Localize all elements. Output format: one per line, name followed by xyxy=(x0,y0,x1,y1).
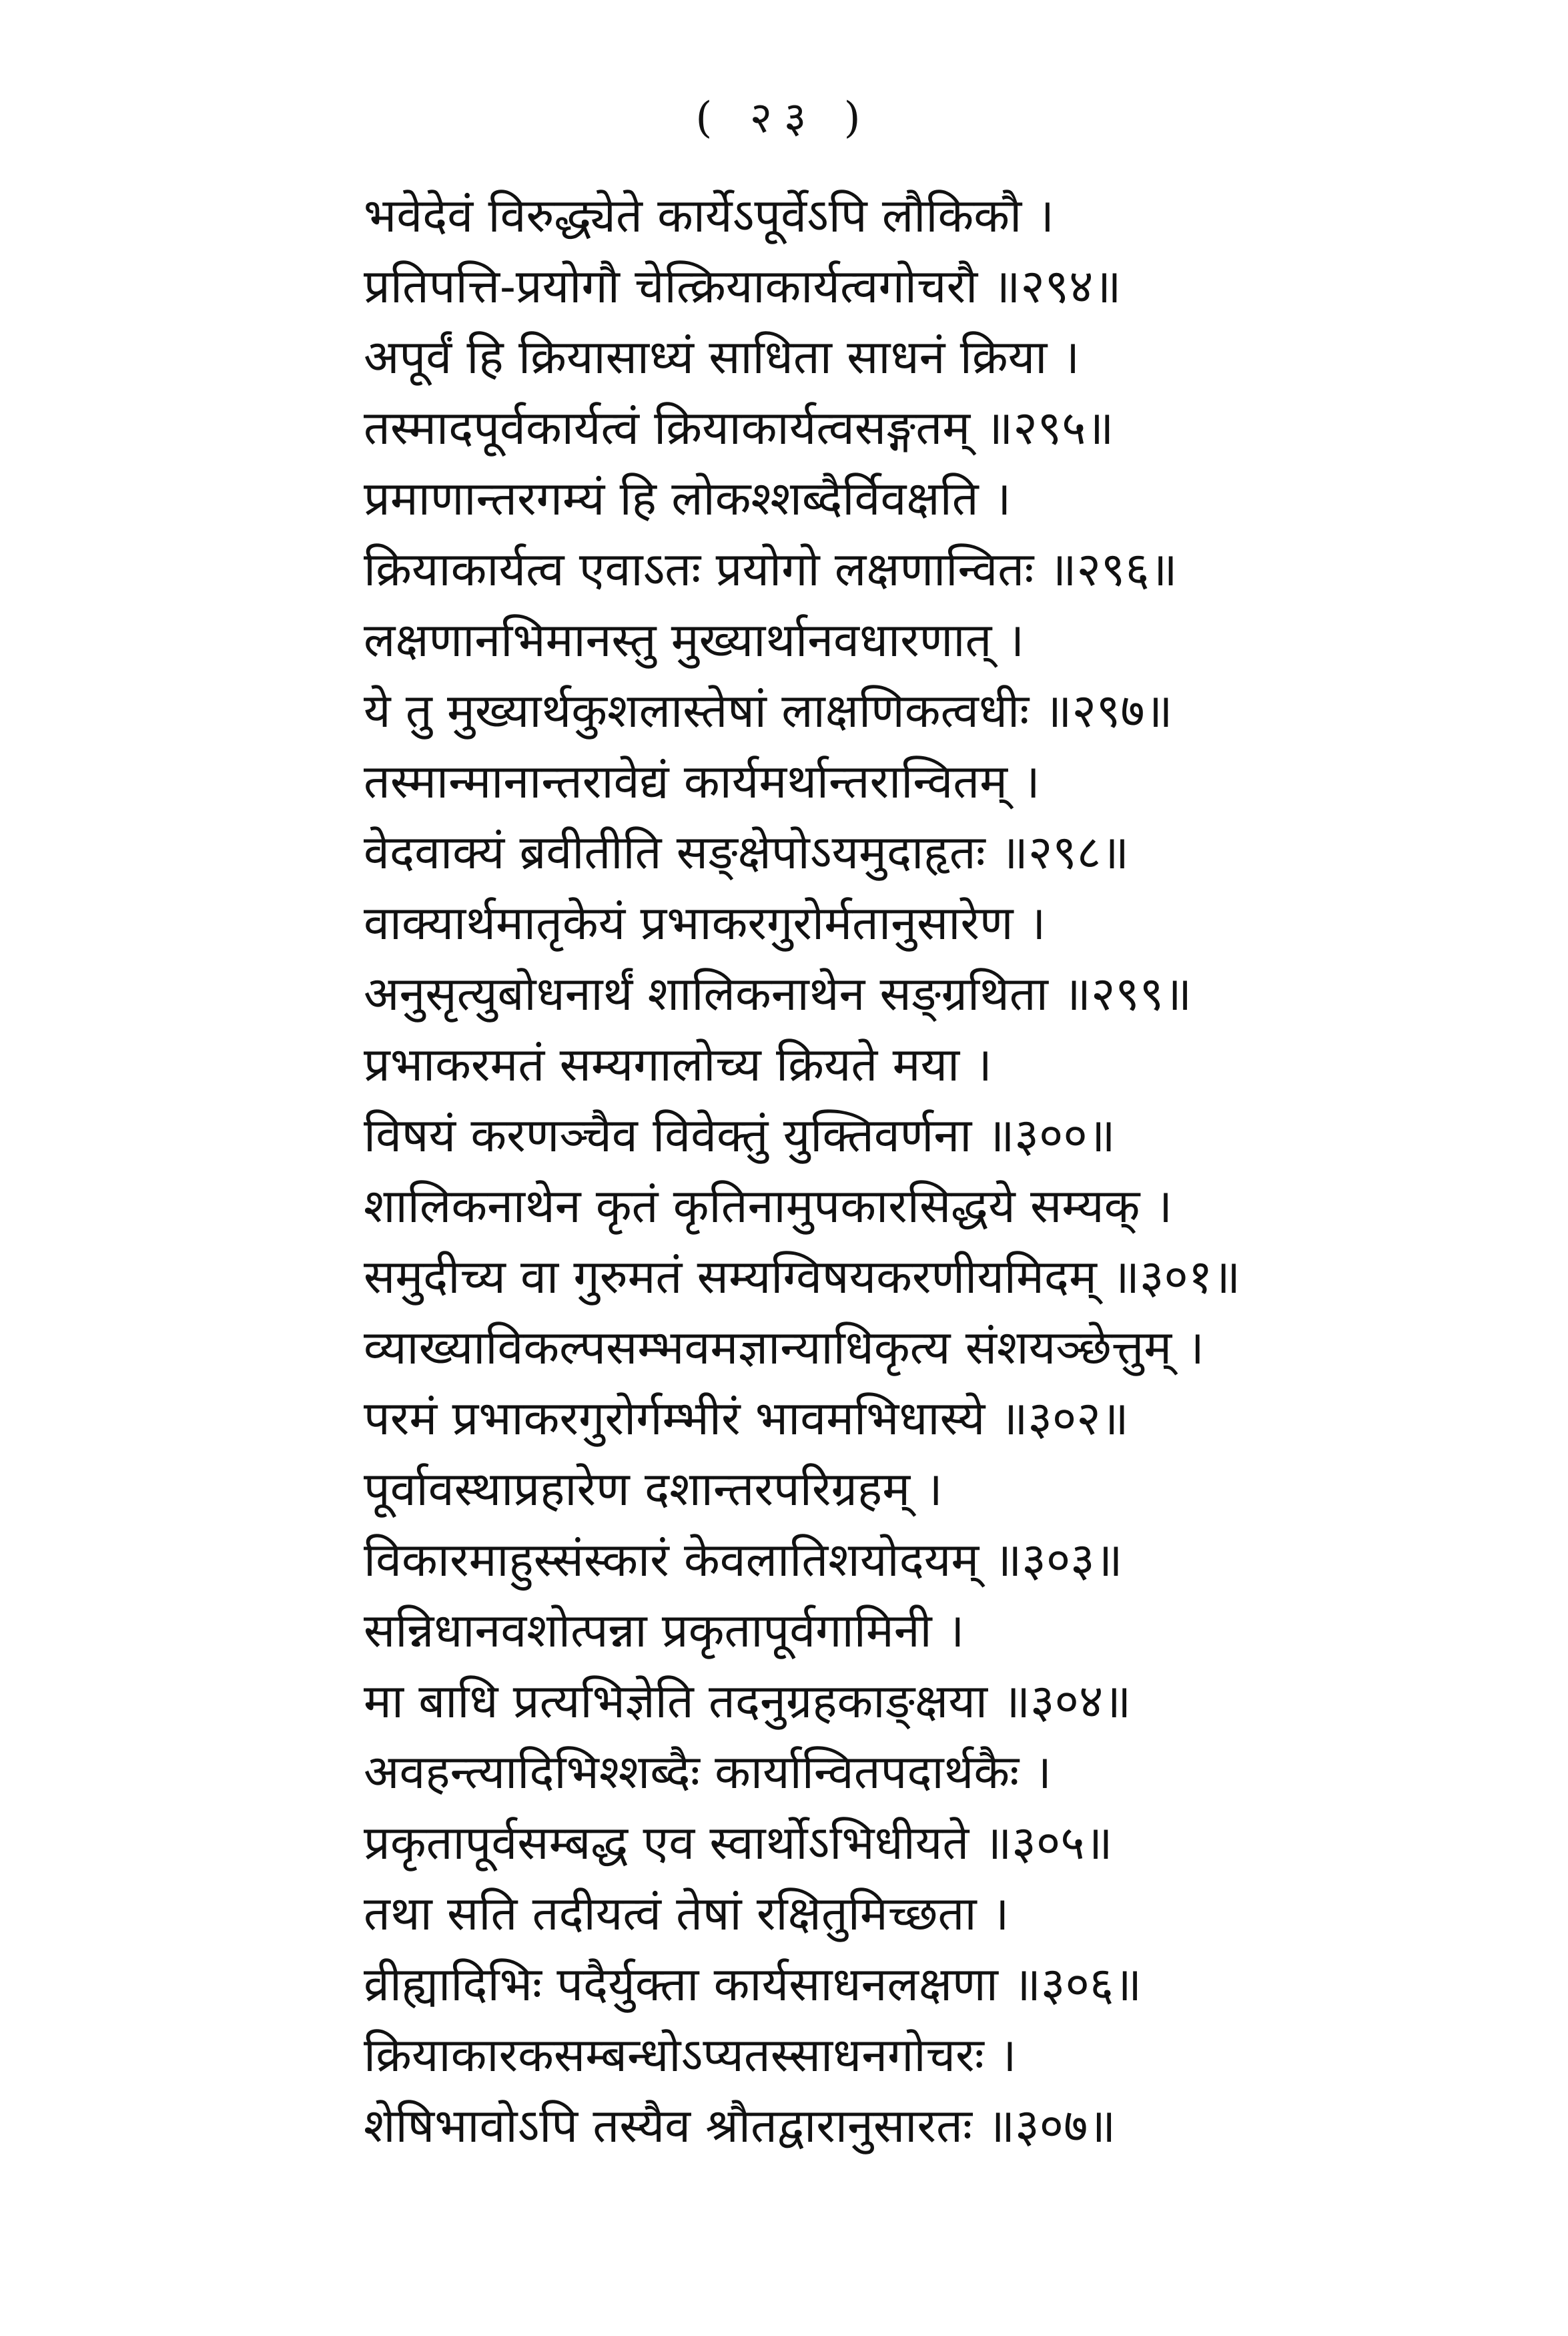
verse-line: वाक्यार्थमातृकेयं प्रभाकरगुरोर्मतानुसारेण । xyxy=(364,896,1046,950)
verse-line: विषयं करणञ्चैव विवेक्तुं युक्तिवर्णना ॥३००॥ xyxy=(364,1108,1116,1163)
verse-line: पूर्वावस्थाप्रहारेण दशान्तरपरिग्रहम् । xyxy=(364,1462,943,1516)
verse-line: शालिकनाथेन कृतं कृतिनामुपकारसिद्धये सम्यक् । xyxy=(364,1179,1173,1233)
verse-block xyxy=(364,180,1538,2161)
verse-line: प्रमाणान्तरगम्यं हि लोकश्शब्दैर्विवक्षति । xyxy=(364,471,1012,526)
verse-line: लक्षणानभिमानस्तु मुख्यार्थानवधारणात् । xyxy=(364,613,1025,667)
verse-line: समुदीच्य वा गुरुमतं सम्यग्विषयकरणीयमिदम् ॥३०१॥ xyxy=(364,1249,1241,1304)
verse-line: प्रभाकरमतं सम्यगालोच्य क्रियते मया । xyxy=(364,1037,992,1092)
verse-line: क्रियाकार्यत्व एवाऽतः प्रयोगो लक्षणान्वितः ॥२९६॥ xyxy=(364,542,1178,597)
verse-line: क्रियाकारकसम्बन्धोऽप्यतस्साधनगोचरः । xyxy=(364,2028,1017,2082)
verse-line: परमं प्रभाकरगुरोर्गम्भीरं भावमभिधास्ये ॥३०२॥ xyxy=(364,1391,1129,1446)
verse-line: वेदवाक्यं ब्रवीतीति सङ्क्षेपोऽयमुदाहृतः ॥२९८॥ xyxy=(364,825,1130,880)
verse-line: तस्मान्मानान्तरावेद्यं कार्यमर्थान्तरान्वितम् । xyxy=(364,754,1040,809)
verse-line: सन्निधानवशोत्पन्ना प्रकृतापूर्वगामिनी । xyxy=(364,1603,965,1658)
verse-line: व्रीह्यादिभिः पदैर्युक्ता कार्यसाधनलक्षणा ॥३०६॥ xyxy=(364,1957,1142,2012)
verse-line: विकारमाहुस्संस्कारं केवलातिशयोदयम् ॥३०३॥ xyxy=(364,1532,1123,1587)
verse-line: अनुसृत्युबोधनार्थं शालिकनाथेन सङ्ग्रथिता ॥२९९॥ xyxy=(364,966,1192,1021)
verse-line: अपूर्वं हि क्रियासाध्यं साधिता साधनं क्रिया । xyxy=(364,330,1080,384)
verse-line: तथा सति तदीयत्वं तेषां रक्षितुमिच्छता । xyxy=(364,1886,1010,1941)
verse-line: भवेदेवं विरुद्ध्येते कार्येऽपूर्वेऽपि लौकिकौ । xyxy=(364,188,1054,243)
verse-line: व्याख्याविकल्पसम्भवमज्ञान्याधिकृत्य संशयञ्छेत्तुम् । xyxy=(364,1320,1204,1375)
verse-line: प्रतिपत्ति-प्रयोगौ चेत्क्रियाकार्यत्वगोचरौ ॥२९४॥ xyxy=(364,259,1122,314)
verse-line: शेषिभावोऽपि तस्यैव श्रौतद्वारानुसारतः ॥३०७॥ xyxy=(364,2098,1116,2153)
verse-line: अवहन्त्यादिभिश्शब्दैः कार्यान्वितपदार्थकैः । xyxy=(364,1745,1052,1799)
verse-line: तस्मादपूर्वकार्यत्वं क्रियाकार्यत्वसङ्गतम् ॥२९५॥ xyxy=(364,400,1114,455)
verse-line: मा बाधि प्रत्यभिज्ञेति तदनुग्रहकाङ्क्षया ॥३०४॥ xyxy=(364,1674,1132,1729)
verse-line: ये तु मुख्यार्थकुशलास्तेषां लाक्षणिकत्वधीः ॥२९७॥ xyxy=(364,683,1173,738)
page-number: ( २३ ) xyxy=(695,93,873,143)
verse-line: प्रकृतापूर्वसम्बद्ध एव स्वार्थोऽभिधीयते ॥३०५॥ xyxy=(364,1815,1113,1870)
